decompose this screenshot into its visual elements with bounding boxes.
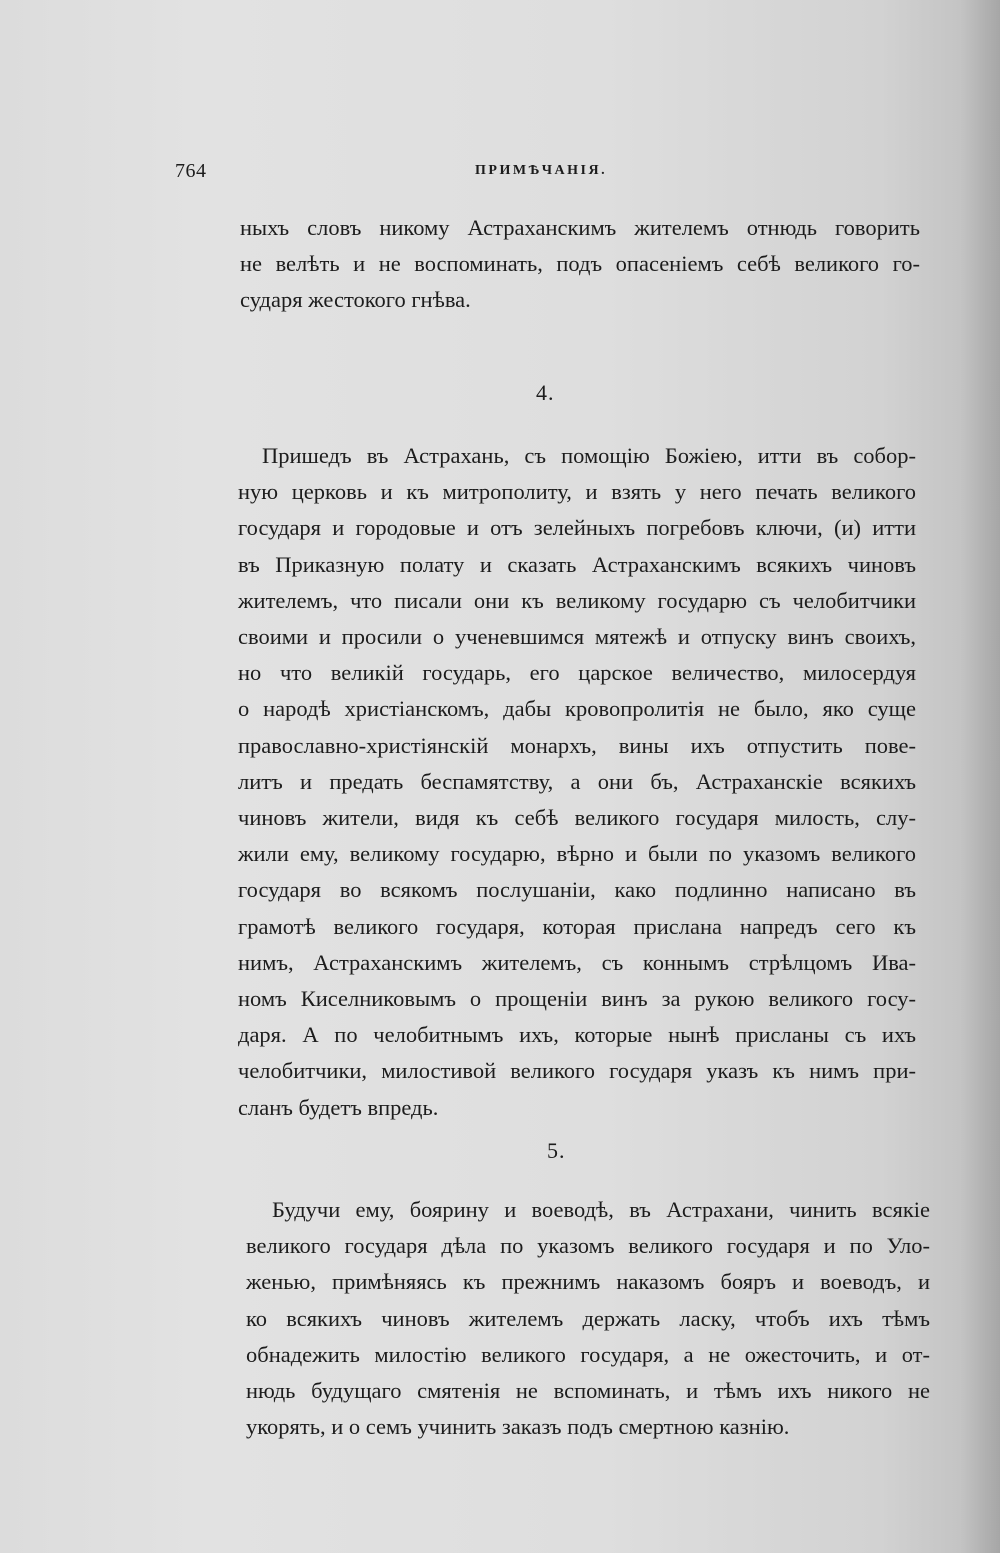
section-4-paragraph bbox=[238, 438, 916, 1126]
text-line: женью, примѣняясь къ прежнимъ наказомъ бояръ и воеводъ, и bbox=[246, 1269, 930, 1295]
text-line: государя во всякомъ послушаніи, како подлинно написано въ bbox=[238, 877, 916, 903]
paragraph-continuation bbox=[240, 210, 920, 319]
text-line: но что великій государь, его царское величество, милосердуя bbox=[238, 660, 916, 686]
text-line: номъ Киселниковымъ о прощеніи винъ за рукою великого госу- bbox=[238, 986, 916, 1012]
text-line: Пришедъ въ Астрахань, съ помощію Божіею, итти въ собор- bbox=[262, 443, 916, 468]
text-line: чиновъ жители, видя къ себѣ великого государя милость, слу- bbox=[238, 805, 916, 831]
text-line: своими и просили о ученевшимся мятежѣ и отпуску винъ своихъ, bbox=[238, 624, 916, 650]
text-line: даря. А по челобитнымъ ихъ, которые нынѣ присланы съ ихъ bbox=[238, 1022, 916, 1048]
text-line: сударя жестокого гнѣва. bbox=[240, 287, 471, 313]
text-line: ную церковь и къ митрополиту, и взять у него печать великого bbox=[238, 479, 916, 505]
text-line: челобитчики, милостивой великого государя указъ къ нимъ при- bbox=[238, 1058, 916, 1084]
text-line: жили ему, великому государю, вѣрно и были по указомъ великого bbox=[238, 841, 916, 867]
page-gutter-shadow bbox=[960, 0, 1000, 1553]
text-line: православно-христіянскій монархъ, вины ихъ отпустить пове- bbox=[238, 732, 916, 758]
text-line: великого государя дѣла по указомъ великого государя и по Уло- bbox=[246, 1233, 930, 1259]
text-line: жителемъ, что писали они къ великому государю съ челобитчики bbox=[238, 587, 916, 613]
text-line: о народѣ христіанскомъ, дабы кровопролитія не было, яко суще bbox=[238, 696, 916, 722]
text-line: нимъ, Астраханскимъ жителемъ, съ коннымъ стрѣлцомъ Ива- bbox=[238, 949, 916, 975]
text-line: государя и городовые и отъ зелейныхъ погребовъ ключи, (и) итти bbox=[238, 515, 916, 541]
text-line: литъ и предать беспамятству, а они бъ, Астраханскіе всякихъ bbox=[238, 768, 916, 794]
text-line: обнадежить милостію великого государя, а не ожесточить, и от- bbox=[246, 1341, 930, 1367]
text-line: ныхъ словъ никому Астраханскимъ жителемъ отнюдь говорить bbox=[240, 215, 920, 240]
page-header bbox=[175, 160, 975, 190]
text-line: укорять, и о семъ учинить заказъ подъ смертною казнію. bbox=[246, 1414, 790, 1440]
running-head: ПРИМѢЧАНІЯ. bbox=[475, 163, 608, 178]
section-number-4: 4. bbox=[536, 380, 555, 405]
text-line: не велѣть и не воспоминать, подъ опасеніемъ себѣ великого го- bbox=[240, 251, 920, 277]
text-line: сланъ будетъ впредь. bbox=[238, 1094, 439, 1120]
section-5-paragraph bbox=[246, 1192, 930, 1445]
text-line: ко всякихъ чиновъ жителемъ держать ласку, чтобъ ихъ тѣмъ bbox=[246, 1305, 930, 1331]
text-line: грамотѣ великого государя, которая прислана напредъ сего къ bbox=[238, 913, 916, 939]
section-number-5: 5. bbox=[547, 1138, 566, 1163]
text-line: Будучи ему, боярину и воеводѣ, въ Астрахани, чинить всякіе bbox=[272, 1197, 930, 1222]
text-line: въ Приказную полату и сказать Астраханскимъ всякихъ чиновъ bbox=[238, 551, 916, 577]
page-number: 764 bbox=[175, 160, 207, 182]
text-line: нюдь будущаго смятенія не вспоминать, и тѣмъ ихъ никого не bbox=[246, 1378, 930, 1404]
